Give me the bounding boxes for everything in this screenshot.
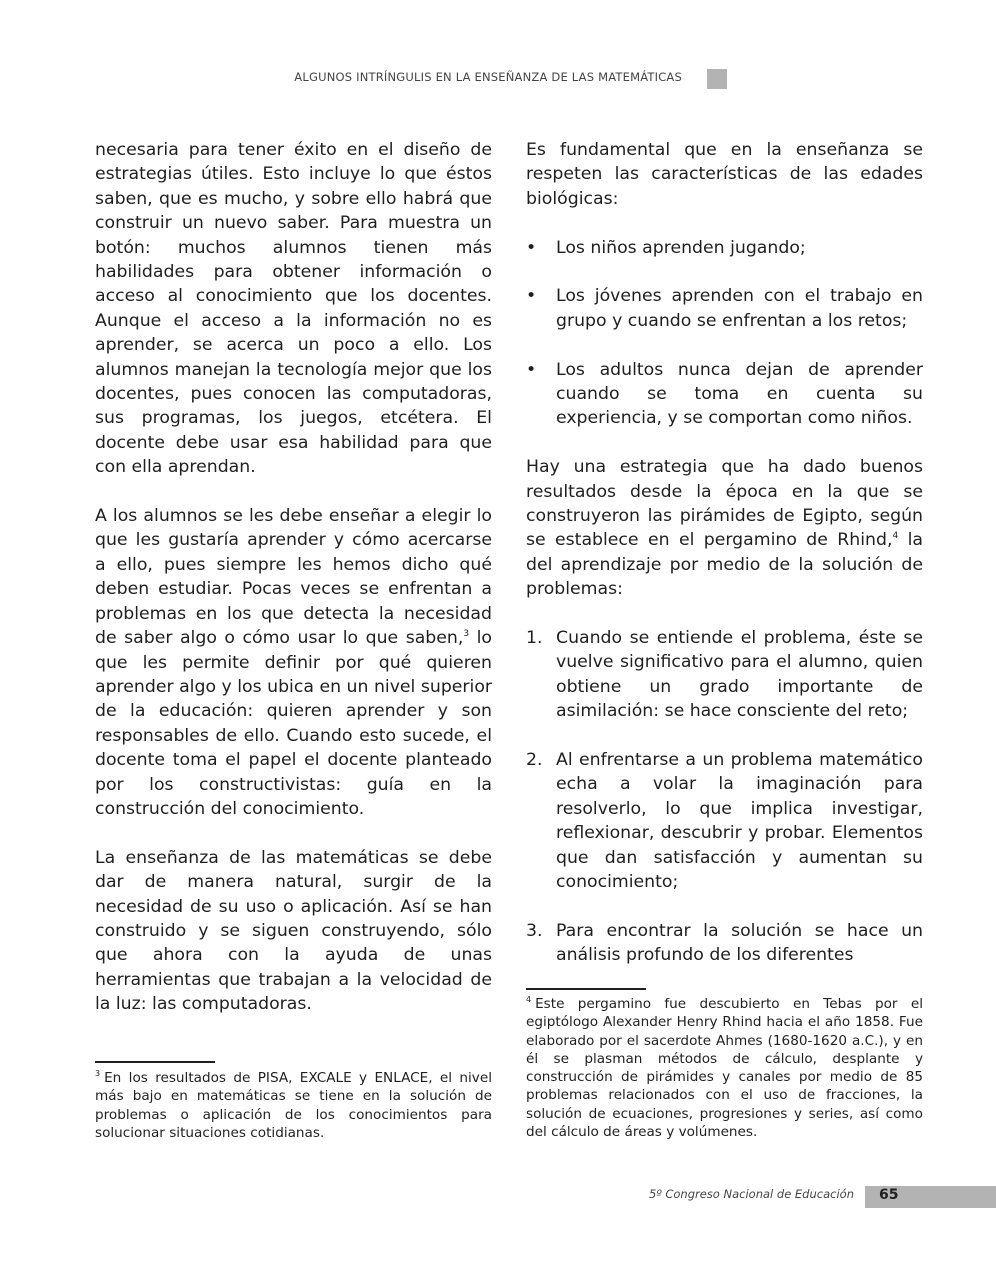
- right-paragraph-2-text-a: Hay una estrategia que ha dado buenos resultados desde la época en la que se construyeron las pirámides de Egipto, según se establece en el pergamino de Rhind,: [526, 457, 923, 551]
- header-marker: [707, 69, 727, 89]
- footnote-text: Este pergamino fue descubierto en Tebas por el egiptólogo Alexander Henry Rhind hacia el año 1858. Fue elaborado por el sacerdote Ahmes (1680-1620 a.C.), y en él se plasman métodos de cálculo, desplante y construcción de pirámides y canales por medio de 85 problemas relacionados con el uso de fracciones, la solución de ecuaciones, progresiones y series, así como del cálculo de áreas y volúmenes.: [526, 996, 923, 1141]
- numbered-item-1: [526, 626, 923, 724]
- bullet-marker: •: [526, 237, 537, 258]
- footnote-ref-4: 4: [892, 531, 899, 542]
- footnote-separator-right: [526, 988, 646, 990]
- item-number: 2.: [526, 750, 543, 771]
- bullet-item-text: Los adultos nunca dejan de aprender cuando se toma en cuenta su experiencia, y se comportan como niños.: [556, 359, 923, 429]
- numbered-item-text: Cuando se entiende el problema, éste se vuelve significativo para el alumno, quien obtiene un grado importante de asimilación: se hace consciente del reto;: [556, 628, 923, 722]
- numbered-item-text: Para encontrar la solución se hace un análisis profundo de los diferentes: [556, 920, 923, 966]
- bullet-item-text: Los niños aprenden jugando;: [556, 237, 806, 258]
- right-paragraph-2-text-b: la del aprendizaje por medio de la solución de problemas:: [526, 530, 923, 600]
- right-paragraph-2: [526, 455, 923, 601]
- numbered-item-3: [526, 919, 923, 968]
- right-paragraph-1: Es fundamental que en la enseñanza se respeten las características de las edades biológicas:: [526, 140, 923, 209]
- bullet-marker: •: [526, 359, 537, 380]
- numbered-item-text: Al enfrentarse a un problema matemático echa a volar la imaginación para resolverlo, lo que implica investigar, reflexionar, descubrir y probar. Elementos que dan satisfacción y aumentan su conocimiento;: [556, 750, 923, 893]
- page-number: 65: [879, 1187, 899, 1203]
- footer-conference-label: 5º Congreso Nacional de Educación: [648, 1187, 854, 1201]
- running-header: ALGUNOS INTRÍNGULIS EN LA ENSEÑANZA DE LAS MATEMÁTICAS: [294, 70, 682, 84]
- footnote-text: En los resultados de PISA, EXCALE y ENLACE, el nivel más bajo en matemáticas se tiene en la solución de problemas o aplicación de los conocimientos para solucionar situaciones cotidianas.: [95, 1070, 492, 1141]
- footnote-3: [95, 1069, 492, 1142]
- bullet-item-1: [526, 236, 923, 260]
- left-paragraph-3: La enseñanza de las matemáticas se debe dar de manera natural, surgir de la necesidad de su uso o aplicación. Así se han construido y se siguen construyendo, sólo que ahora con la ayuda de unas herramientas que trabajan a la velocidad de la luz: las computadoras.: [95, 847, 492, 1015]
- footnote-number: 4: [526, 995, 532, 1004]
- left-column: [95, 138, 492, 1017]
- footnote-number: 3: [95, 1069, 101, 1078]
- numbered-item-2: [526, 748, 923, 894]
- bullet-item-3: [526, 358, 923, 431]
- right-column: [526, 138, 923, 968]
- left-paragraph-1: necesaria para tener éxito en el diseño de estrategias útiles. Esto incluye lo que éstos saben, que es mucho, y sobre ello habrá que construir un nuevo saber. Para muestra un botón: muchos alumnos tienen más habilidades para obtener información o acceso al conocimiento que los docentes. Aunque el acceso a la información no es aprender, se acerca un poco a ello. Los alumnos manejan la tecnología mejor que los docentes, pues conocen las computadoras, sus programas, los juegos, etcétera. El docente debe usar esa habilidad para que con ella aprendan.: [95, 140, 492, 478]
- left-paragraph-2-text-b: lo que les permite definir por qué quieren aprender algo y los ubica en un nivel superior de la educación: quieren aprender y son responsables de ello. Cuando esto sucede, el docente toma el papel el docente planteado por los constructivistas: guía en la construcción del conocimiento.: [95, 628, 492, 819]
- footnote-separator-left: [95, 1061, 215, 1063]
- footnote-4: [526, 995, 923, 1141]
- footnote-ref-3: 3: [463, 629, 470, 640]
- bullet-item-text: Los jóvenes aprenden con el trabajo en grupo y cuando se enfrentan a los retos;: [556, 286, 923, 331]
- bullet-item-2: [526, 284, 923, 333]
- left-paragraph-2: [95, 504, 492, 821]
- item-number: 1.: [526, 628, 543, 649]
- item-number: 3.: [526, 920, 543, 941]
- left-paragraph-2-text-a: A los alumnos se les debe enseñar a elegir lo que les gustaría aprender y cómo acercarse a ello, pues siempre les hemos dicho qué deben estudiar. Pocas veces se enfrentan a problemas en los que detecta la necesidad de saber algo o cómo usar lo que saben,: [95, 506, 492, 649]
- bullet-marker: •: [526, 286, 537, 307]
